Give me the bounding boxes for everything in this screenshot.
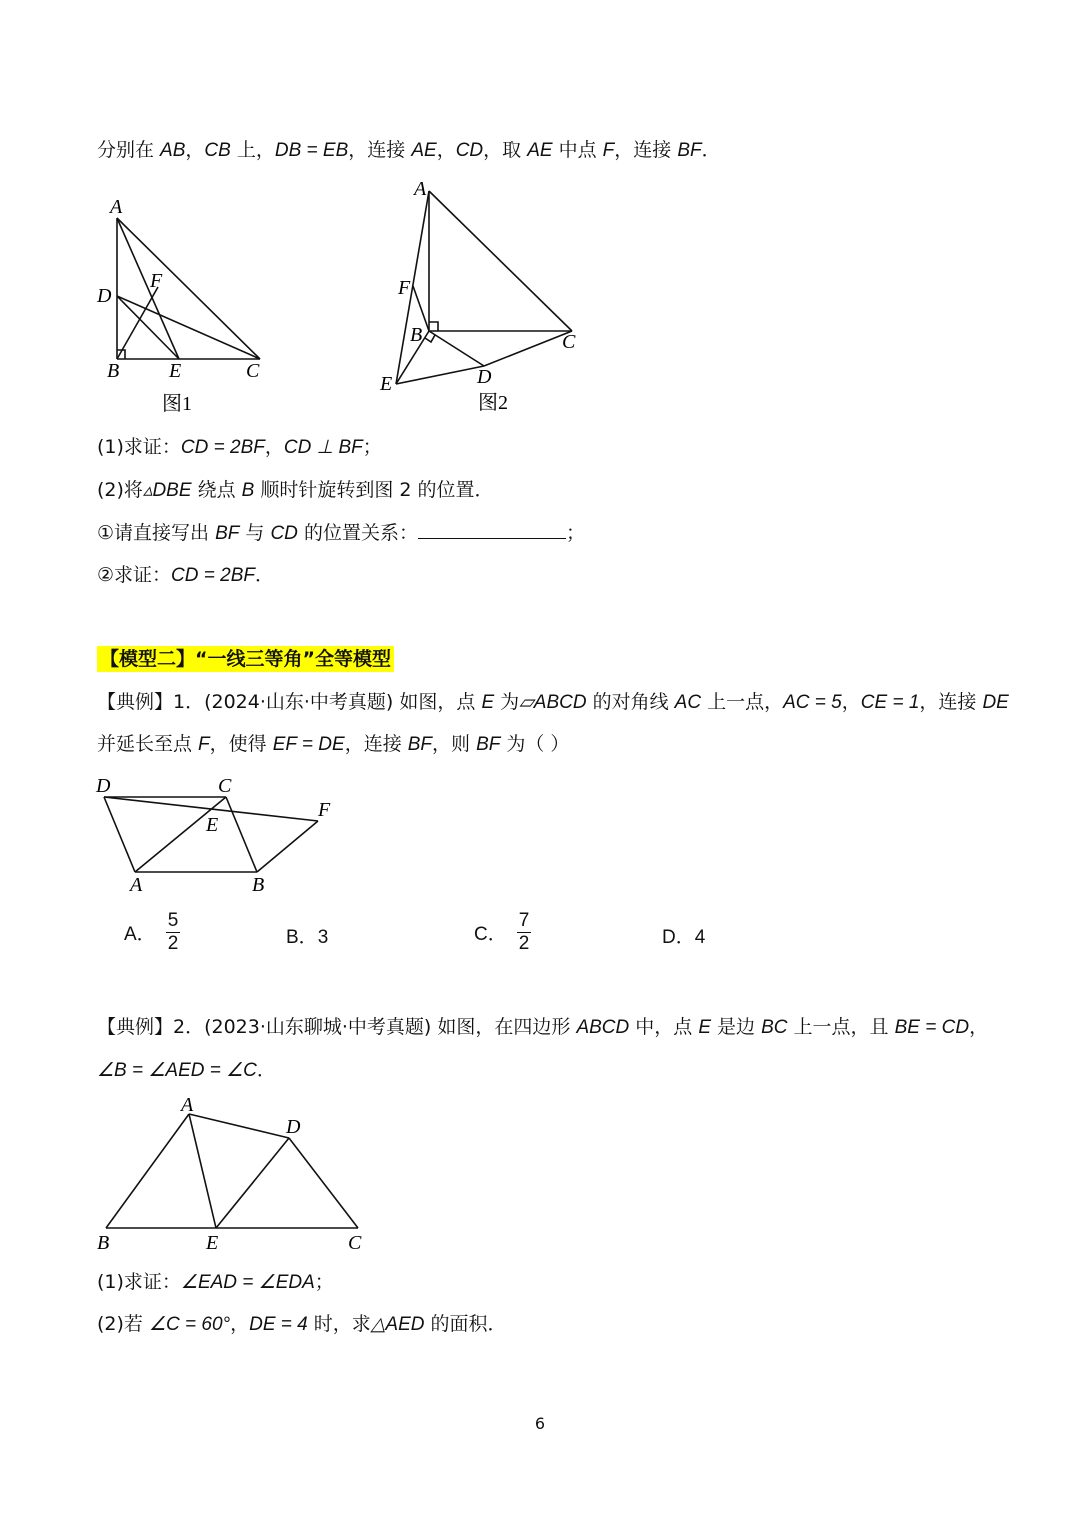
fig3-label-c: C (218, 775, 232, 797)
example-2-question-2: (2)若 ∠C = 60°，DE = 4 时，求△AED 的面积． (97, 1313, 507, 1335)
example-2-line-1: 【典例】2．(2023·山东聊城·中考真题) 如图，在四边形 ABCD 中，点 E 是边 BC 上一点，且 BE = CD， (97, 1016, 989, 1038)
fig3-label-e: E (206, 814, 219, 836)
fig1-label-d: D (97, 285, 112, 307)
answer-blank[interactable] (418, 520, 566, 539)
example-2-line-2: ∠B = ∠AED = ∠C． (97, 1059, 276, 1081)
option-a[interactable]: A． $\frac{5}{2}$ (124, 910, 179, 954)
fig1-label-a: A (110, 196, 123, 218)
fig3-label-d: D (96, 775, 111, 797)
fig1-label-e: E (169, 360, 182, 382)
figure-4 (90, 1090, 380, 1260)
example-1-line-2: 并延长至点 F，使得 EF = DE，连接 BF，则 BF 为（ ） (97, 733, 570, 755)
fig3-label-a: A (130, 874, 143, 896)
fig4-label-c: C (348, 1232, 362, 1254)
fig4-label-d: D (286, 1116, 301, 1138)
fig1-caption: 图1 (162, 393, 192, 415)
fig3-label-b: B (252, 874, 265, 896)
fig4-label-b: B (97, 1232, 110, 1254)
example-1-line-1: 【典例】1．(2024·山东·中考真题) 如图，点 E 为▱ABCD 的对角线 AC 上一点，AC = 5，CE = 1，连接 DE (97, 691, 1009, 713)
section-title: 【模型二】“一线三等角”全等模型 (97, 646, 394, 672)
option-c[interactable]: C． $\frac{7}{2}$ (474, 910, 530, 954)
fig3-label-f: F (318, 799, 331, 821)
question-2b: ②求证：CD = 2BF． (97, 564, 275, 586)
figure-1 (90, 190, 290, 420)
fig4-label-a: A (181, 1094, 194, 1116)
fig2-label-c: C (562, 331, 576, 353)
fig2-caption: 图2 (478, 392, 508, 414)
page-number: 6 (534, 1414, 546, 1433)
figure-2 (370, 170, 590, 420)
option-a-fraction: $\frac{5}{2}$ (167, 910, 179, 954)
question-1: (1)求证：CD = 2BF，CD ⊥ BF； (97, 436, 382, 458)
question-2: (2)将▵DBE 绕点 B 顺时针旋转到图 2 的位置． (97, 479, 494, 501)
option-c-fraction: $\frac{7}{2}$ (518, 910, 530, 954)
fig2-label-f: F (398, 277, 411, 299)
intro-line: 分别在 AB，CB 上，DB = EB，连接 AE，CD，取 AE 中点 F，连接 BF． (97, 139, 721, 161)
option-d[interactable]: D．4 (662, 927, 706, 948)
fig1-label-b: B (107, 360, 120, 382)
figure-3 (90, 770, 350, 900)
option-b[interactable]: B．3 (286, 927, 329, 948)
example-2-question-1: (1)求证：∠EAD = ∠EDA； (97, 1271, 334, 1293)
fig2-label-a: A (414, 178, 427, 200)
fig2-label-d: D (477, 366, 492, 388)
fig2-label-e: E (380, 373, 393, 395)
fig4-label-e: E (206, 1232, 219, 1254)
question-2a: ①请直接写出 BF 与 CD 的位置关系： ； (97, 522, 585, 544)
fig1-label-c: C (246, 360, 260, 382)
fig1-label-f: F (150, 270, 163, 292)
fig2-label-b: B (410, 324, 423, 346)
